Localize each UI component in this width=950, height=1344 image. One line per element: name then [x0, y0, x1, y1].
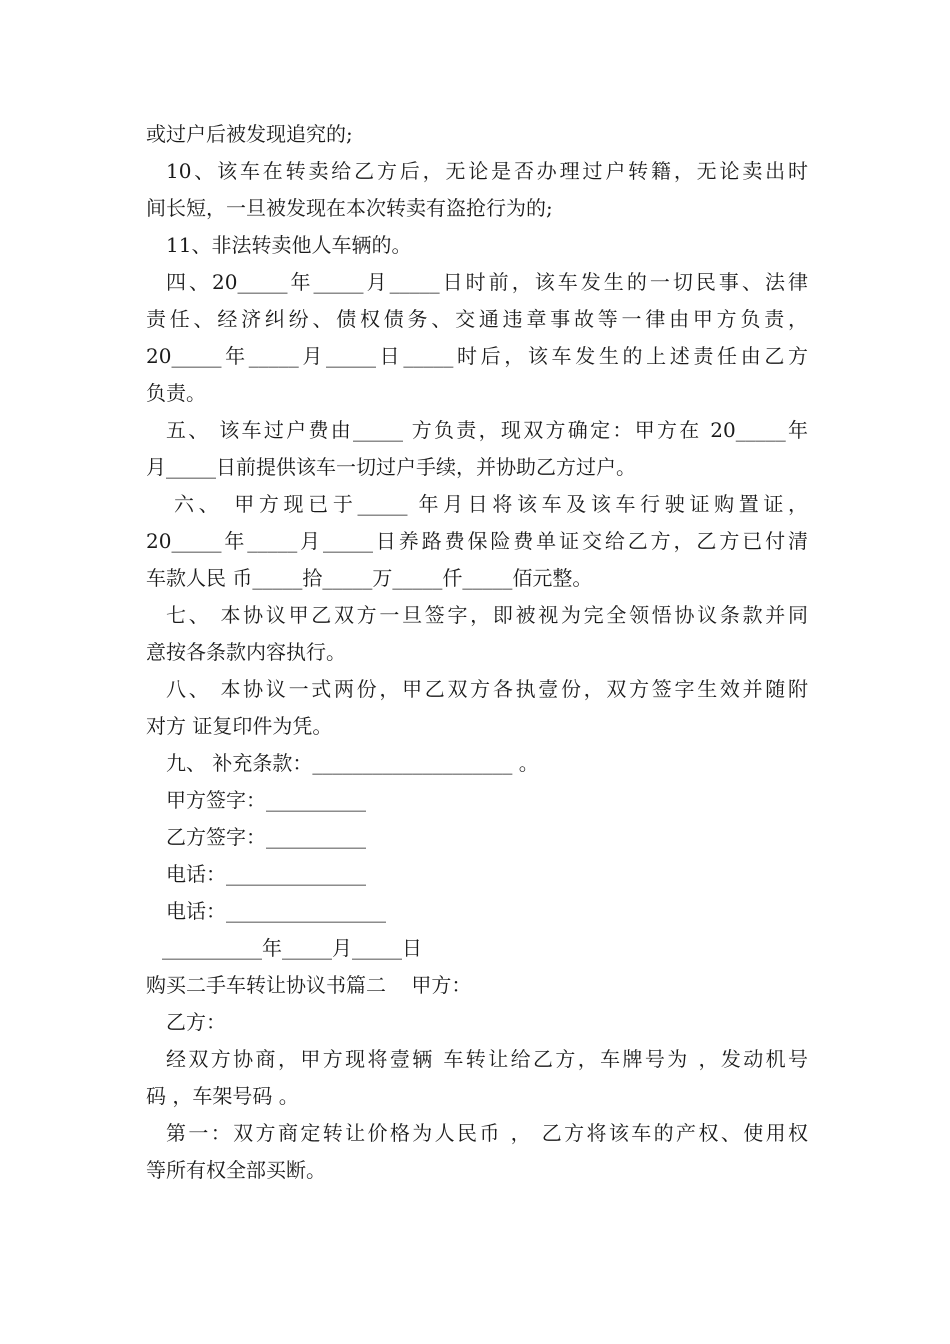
- section-7-line-1: 七、 本协议甲乙双方一旦签字，即被视为完全领悟协议条款并同: [166, 603, 808, 627]
- agreement-2-intro-line-1: 经双方协商，甲方现将壹辆 车转让给乙方，车牌号为 ，发动机号: [166, 1047, 808, 1071]
- article-1-line-1: 第一：双方商定转让价格为人民币 ， 乙方将该车的产权、使用权: [166, 1121, 808, 1145]
- article-1-line-2: 等所有权全部买断。: [146, 1158, 326, 1182]
- party-b-signature: 乙方签字：__________: [166, 825, 366, 849]
- section-4-line-2: 责任、经济纠纷、债权债务、交通违章事故等一律由甲方负责，: [146, 307, 808, 331]
- section-6-line-2: 20_____年_____月_____日养路费保险费单证交给乙方，乙方已付清: [146, 529, 808, 553]
- section-9-supplement: 九、 补充条款：____________________ 。: [166, 751, 539, 775]
- section-5-line-2: 月_____日前提供该车一切过户手续，并协助乙方过户。: [146, 455, 636, 479]
- section-5-line-1: 五、 该车过户费由_____ 方负责，现双方确定：甲方在 20_____年: [166, 418, 808, 442]
- document-page: [146, 116, 808, 1189]
- text-line: 或过户后被发现追究的;: [146, 122, 353, 146]
- section-4-line-1: 四、20_____年_____月_____日时前，该车发生的一切民事、法律: [166, 270, 808, 294]
- phone-line-1: 电话：______________: [166, 862, 366, 886]
- clause-10-line-1: 10、该车在转卖给乙方后，无论是否办理过户转籍，无论卖出时: [166, 159, 808, 183]
- clause-11: 11、非法转卖他人车辆的。: [166, 233, 412, 257]
- section-6-line-3: 车款人民 币_____拾_____万_____仟_____佰元整。: [146, 566, 593, 590]
- agreement-2-intro-line-2: 码 ，车架号码 。: [146, 1084, 299, 1108]
- section-8-line-1: 八、 本协议一式两份，甲乙双方各执壹份，双方签字生效并随附: [166, 677, 808, 701]
- section-8-line-2: 对方 证复印件为凭。: [146, 714, 333, 738]
- section-6-line-1: 六、 甲方现已于_____ 年月日将该车及该车行驶证购置证，: [174, 492, 808, 516]
- party-a-signature: 甲方签字：__________: [166, 788, 366, 812]
- date-line: __________年_____月_____日: [162, 936, 422, 960]
- section-7-line-2: 意按各条款内容执行。: [146, 640, 346, 664]
- clause-10-line-2: 间长短，一旦被发现在本次转卖有盗抢行为的;: [146, 196, 553, 220]
- section-4-line-3: 20_____年_____月_____日_____时后，该车发生的上述责任由乙方: [146, 344, 808, 368]
- agreement-2-heading: 购买二手车转让协议书篇二 甲方：: [146, 973, 472, 997]
- phone-line-2: 电话：________________: [166, 899, 386, 923]
- party-b-line: 乙方：: [166, 1010, 226, 1034]
- section-4-line-4: 负责。: [146, 381, 206, 405]
